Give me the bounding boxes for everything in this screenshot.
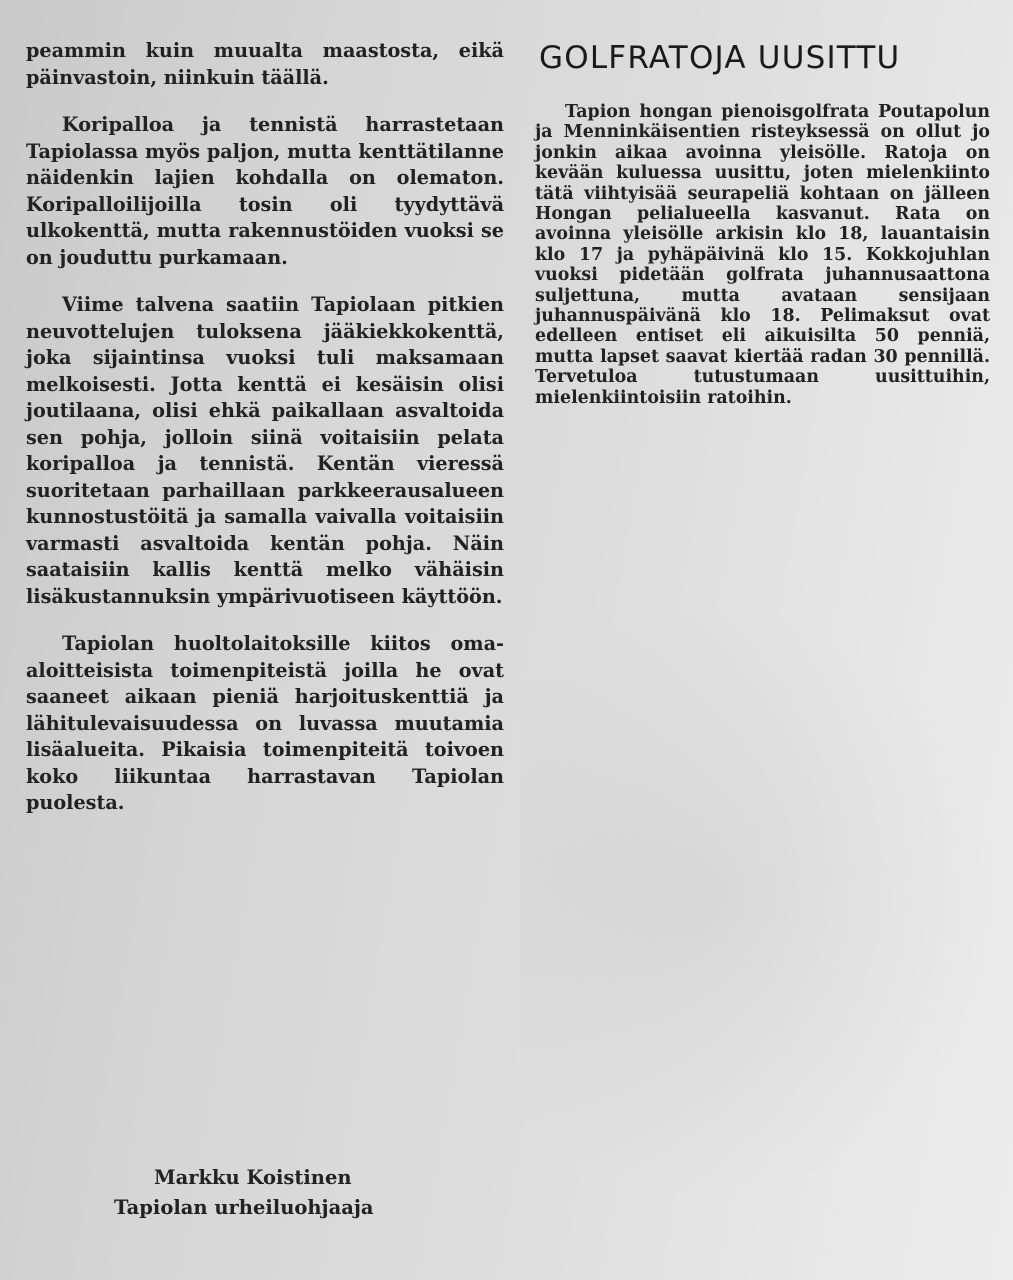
paper-shadow — [520, 600, 1000, 1200]
right-article-column — [535, 38, 990, 408]
signature-block — [26, 1163, 504, 1223]
article-headline: GOLFRATOJA UUSITTU — [539, 40, 901, 76]
paragraph-ice-rink: Viime talvena saatiin Tapiolaan pitkien neuvottelujen tuloksena jääkiekkokenttä, joka sijaintinsa vuoksi tuli maksamaan melkoisesti. Jotta kenttä ei kesäisin olisi joutilaana, olisi ehkä paikallaan asvaltoida sen pohja, jolloin siinä voitaisiin pelata koripalloa ja tennistä. Kentän vieressä suoritetaan parhaillaan parkkeerausalueen kunnostustöitä ja samalla vaivalla voitaisiin varmasti asvaltoida kentän pohja. Näin saataisiin kallis kenttä melko vähäisin lisäkustannuksin ympärivuotiseen käyttöön. — [26, 293, 504, 608]
paragraph-thanks: Tapiolan huoltolaitoksille kiitos oma-aloitteisista toimenpiteistä joilla he ovat saaneet aikaan pieniä harjoituskenttiä ja lähitulevaisuudessa on luvassa muutamia lisäalueita. Pikaisia toimenpiteitä toivoen koko liikuntaa harrastavan Tapiolan puolesta. — [26, 632, 504, 814]
author-name: Markku Koistinen — [154, 1166, 352, 1189]
article-body: Tapion hongan pienoisgolfrata Poutapolun ja Menninkäisentien risteyksessä on ollut jo jonkin aikaa avoinna yleisölle. Ratoja on kevään kuluessa uusittu, joten mielenkiinto tätä viihtyisää seurapeliä kohtaan on jälleen Hongan pelialueella kasvanut. Rata on avoinna yleisölle arkisin klo 18, lauantaisin klo 17 ja pyhäpäivinä klo 15. Kokkojuhlan vuoksi pidetään golfrata juhannusaattona suljettuna, mutta avataan sensijaan juhannuspäivänä klo 18. Pelimaksut ovat edelleen entiset eli aikuisilta 50 penniä, mutta lapset saavat kiertää radan 30 pennillä. Tervetuloa tutustumaan uusittuihin, mielenkiintoisiin ratoihin. — [535, 102, 990, 408]
paragraph-continuation: peammin kuin muualta maastosta, eikä päinvastoin, niinkuin täällä. — [26, 39, 504, 89]
left-article-column — [26, 38, 504, 838]
author-title: Tapiolan urheiluohjaaja — [114, 1196, 374, 1219]
paragraph-basketball-tennis: Koripalloa ja tennistä harrastetaan Tapiolassa myös paljon, mutta kenttätilanne näidenkin lajien kohdalla on olematon. Koripalloilijoilla tosin oli tyydyttävä ulkokenttä, mutta rakennustöiden vuoksi se on jouduttu purkamaan. — [26, 113, 504, 269]
